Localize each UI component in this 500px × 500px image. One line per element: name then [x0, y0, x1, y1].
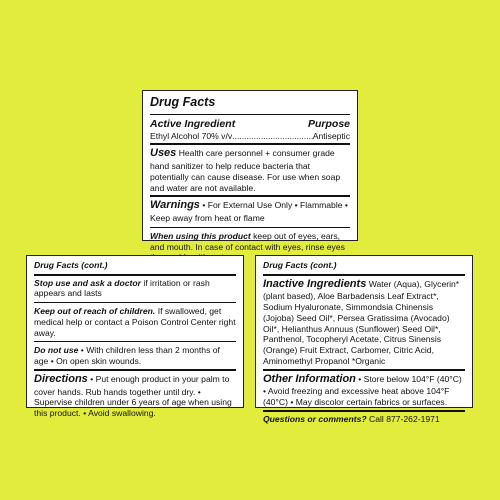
uses-label: Uses [150, 147, 177, 160]
ingredient-name: Ethyl Alcohol 70% v/v [150, 130, 233, 141]
divider [34, 274, 236, 276]
keep-out-text: If swallowed, get medical help or contact a Poison Control Center right away. [34, 306, 236, 338]
keep-out-label: Keep out of reach of children. [34, 306, 156, 317]
questions-label: Questions or comments? [263, 413, 367, 424]
drug-facts-panel [142, 90, 358, 252]
ingredient-purpose: Antiseptic [312, 130, 350, 141]
directions-text: • Put enough product in your palm to cover hands. Rub hands together until dry. • Supervise children under 6 years of age when using this product. • Avoid swallowing. [34, 373, 232, 419]
questions-section [263, 414, 465, 425]
other-information-section [263, 373, 465, 408]
questions-text: Call 877-262-1971 [369, 413, 440, 424]
divider [263, 369, 465, 371]
other-information-label: Other Information [263, 372, 356, 385]
inactive-ingredients-text: Water (Aqua), Glycerin* (plant based), Aloe Barbadensis Leaf Extract*, Sodium Hyaluronate, Simmondsia Chinensis (Jojoba) Seed Oil*, Persea Gratissima (Avocado) Oil*, Helianthus Annuus (Sunflower) Seed Oil*, Panthenol, Tocopheryl Acetate, Citrus Sinensis (Orange) Fruit Extract, Carbomer, Citric Acid, Aminomethyl Propanol *Organic [263, 278, 460, 366]
active-ingredient-label: Active Ingredient [150, 117, 236, 130]
uses-section [150, 147, 350, 193]
warnings-label: Warnings [150, 199, 200, 212]
stop-use-text: if irritation or rash appears and lasts [34, 277, 210, 299]
other-information-text: • Store below 104°F (40°C) • Avoid freezing and excessive heat above 104°F (40°C) • May discolor certain fabrics or surfaces. [263, 373, 462, 408]
purpose-label: Purpose [307, 117, 350, 130]
divider [34, 302, 236, 303]
when-using-label: When using this product [150, 230, 251, 241]
divider [263, 410, 465, 412]
warnings-text: • For External Use Only • Flammable • Keep away from heat or flame [150, 200, 348, 224]
inactive-ingredients-section [263, 278, 465, 367]
drug-facts-cont-panel-right [255, 255, 473, 424]
divider [150, 195, 350, 197]
divider [150, 143, 350, 145]
keep-out-section [34, 306, 236, 338]
divider [150, 227, 350, 228]
do-not-use-label: Do not use [34, 345, 79, 356]
do-not-use-section [34, 345, 236, 366]
active-ingredient-header [150, 118, 350, 131]
uses-text: Health care personnel + consumer grade hand sanitizer to help reduce bacteria that potentially can cause disease. For use when soap and water are not available. [150, 148, 341, 193]
panel-title: Drug Facts (cont.) [263, 260, 337, 270]
panel-title: Drug Facts (cont.) [34, 260, 108, 270]
inactive-ingredients-label: Inactive Ingredients [263, 277, 367, 290]
leader-dots [232, 131, 313, 142]
warnings-section [150, 199, 350, 223]
panel-title: Drug Facts [150, 95, 216, 109]
divider [34, 369, 236, 371]
divider [34, 341, 236, 342]
directions-label: Directions [34, 372, 88, 385]
ingredient-row [150, 131, 350, 142]
stop-use-label: Stop use and ask a doctor [34, 277, 141, 288]
divider [150, 114, 350, 115]
directions-section [34, 373, 236, 419]
do-not-use-text: • With children less than 2 months of age • On open skin wounds. [34, 345, 220, 367]
drug-facts-cont-panel-left [26, 255, 244, 419]
stop-use-section [34, 278, 236, 299]
divider [263, 274, 465, 276]
when-using-text: keep out of eyes, ears, and mouth. In case of contact with eyes, rinse eyes [150, 230, 345, 252]
